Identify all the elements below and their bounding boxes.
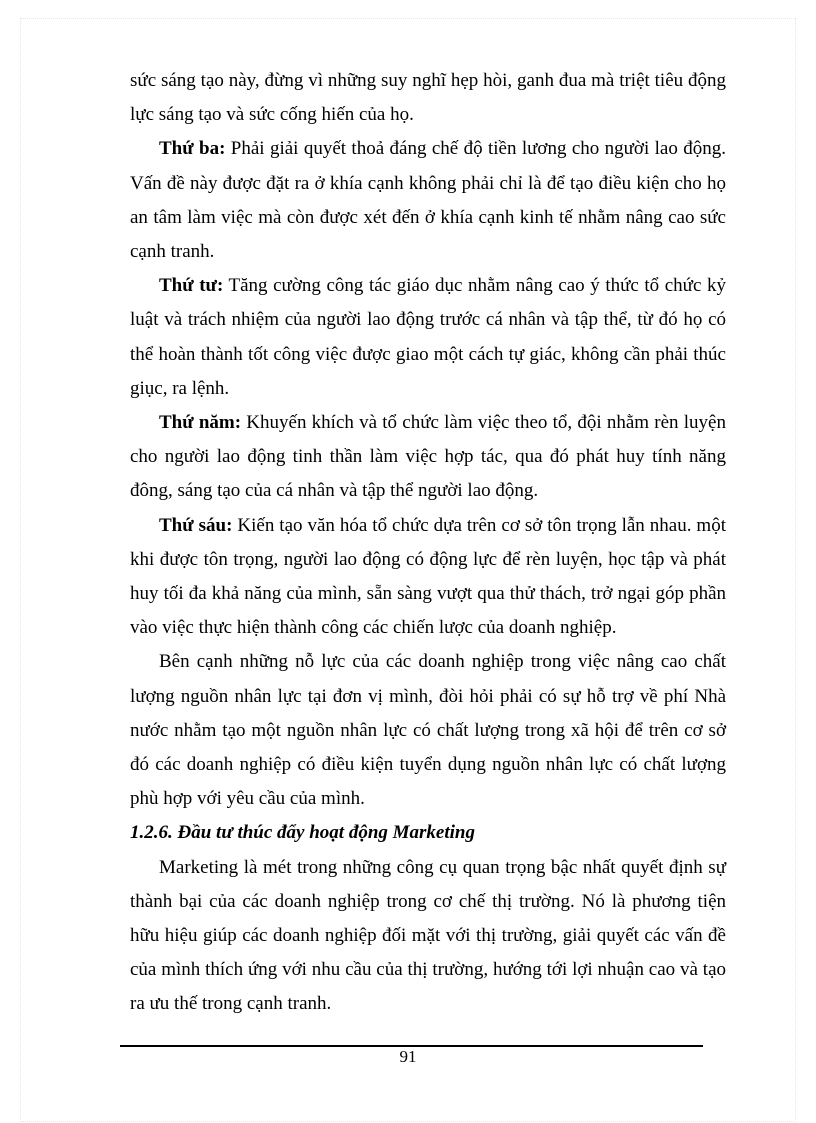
paragraph-lead: Thứ ba: <box>159 138 226 160</box>
paragraph-text: Tăng cường công tác giáo dục nhằm nâng cao ý thức tổ chức kỷ luật và trách nhiệm của người lao động trước cá nhân và tập thể, từ đó họ có thể hoàn thành tốt công việc được giao một cách tự giác, không cần phải thúc giục, ra lệnh. <box>130 275 726 399</box>
paragraph-text: Kiến tạo văn hóa tổ chức dựa trên cơ sở tôn trọng lẫn nhau. một khi được tôn trọng, người lao động có động lực để rèn luyện, học tập và phát huy tối đa khả năng của mình, sẵn sàng vượt qua thử thách, trở ngại góp phần vào việc thực hiện thành công các chiến lược của doanh nghiệp. <box>130 514 726 639</box>
paragraph-thu-nam <box>130 406 726 509</box>
paragraph-thu-ba <box>130 132 726 269</box>
paragraph-text: sức sáng tạo này, đừng vì những suy nghĩ hẹp hòi, ganh đua mà triệt tiêu động lực sáng tạo và sức cống hiến của họ. <box>130 70 726 126</box>
paragraph-text: Khuyến khích và tổ chức làm việc theo tổ, đội nhằm rèn luyện cho người lao động tinh thần làm việc hợp tác, qua đó phát huy tính năng đông, sáng tạo của cá nhân và tập thể người lao động. <box>130 412 726 502</box>
paragraph-lead: Thứ năm: <box>159 412 242 434</box>
paragraph-thu-tu <box>130 269 726 406</box>
paragraph-continuation <box>130 64 726 132</box>
paragraph-thu-sau <box>130 509 726 646</box>
paragraph-text: Bên cạnh những nỗ lực của các doanh nghiệp trong việc nâng cao chất lượng nguồn nhân lực tại đơn vị mình, đòi hỏi phải có sự hỗ trợ về phí Nhà nước nhằm tạo một nguồn nhân lực có chất lượng trong xã hội để trên cơ sở đó các doanh nghiệp có điều kiện tuyển dụng nguồn nhân lực có chất lượng phù hợp với yêu cầu của mình. <box>130 651 726 810</box>
paragraph-ben-canh <box>130 645 726 816</box>
paragraph-lead: Thứ tư: <box>159 275 224 297</box>
section-heading: 1.2.6. Đầu tư thúc đẩy hoạt động Marketing <box>130 822 475 844</box>
paragraph-marketing <box>130 851 726 1022</box>
page-number: 91 <box>399 1047 417 1066</box>
paragraph-text: Phải giải quyết thoả đáng chế độ tiền lương cho người lao động. Vấn đề này được đặt ra ở khía cạnh không phải chỉ là để tạo điều kiện cho họ an tâm làm việc mà còn được xét đến ở khía cạnh kinh tế nhằm nâng cao sức cạnh tranh. <box>130 138 726 263</box>
paragraph-lead: Thứ sáu: <box>159 514 233 536</box>
paragraph-text: Marketing là mét trong những công cụ quan trọng bậc nhất quyết định sự thành bại của các doanh nghiệp trong cơ chế thị trường. Nó là phương tiện hữu hiệu giúp các doanh nghiệp đối mặt với thị trường, giải quyết các vấn đề của mình thích ứng với nhu cầu của thị trường, hướng tới lợi nhuận cao và tạo ra ưu thế trong cạnh tranh. <box>130 856 726 1015</box>
document-body <box>130 64 726 1022</box>
